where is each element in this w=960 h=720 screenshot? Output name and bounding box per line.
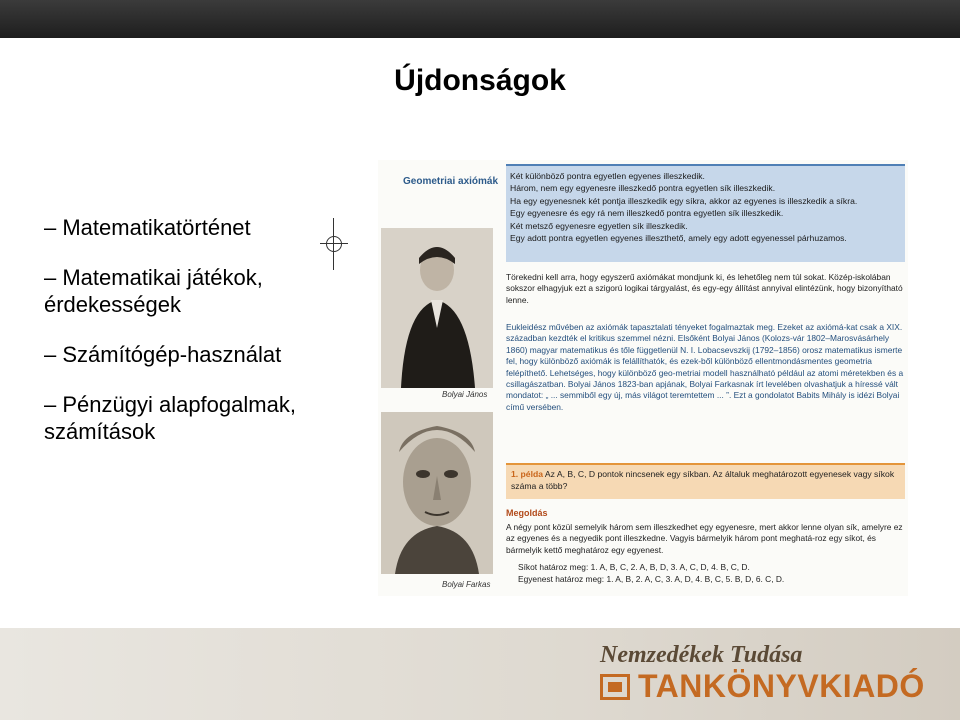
axiom-line: Két metsző egyenesre egyetlen sík illeszkedik. — [510, 220, 688, 231]
example-text: Az A, B, C, D pontok nincsenek egy síkban. Az általuk meghatározott egyenesek vagy síkok száma a több? — [511, 469, 895, 491]
axiom-box — [506, 164, 905, 262]
solution-title: Megoldás — [506, 508, 548, 518]
publisher-slogan: Nemzedékek Tudása — [600, 642, 803, 668]
publisher-logo-icon — [600, 674, 630, 700]
axiom-line: Egy egyenesre és egy rá nem illeszkedő pontra egyetlen sík illeszkedik. — [510, 208, 784, 219]
portrait-image — [381, 228, 493, 388]
solution-text: A négy pont közül semelyik három sem illeszkedhet egy egyenesre, mert akkor lenne olyan sík, amelyre ez az egyenes és a negyedik pont illeszkedne. Vagyis bármelyik három pont meghatá-roz egy síkot, és bármelyik kettő meghatároz egy egyenest. — [506, 522, 903, 555]
bullet-item: – Számítógép-használat — [44, 342, 282, 367]
section-label: Geometriai axiómák — [403, 176, 499, 187]
planes-row: Síkot határoz meg: 1. A, B, C, 2. A, B, D, 3. A, C, D, 4. B, C, D. — [518, 562, 750, 572]
top-band — [0, 0, 960, 38]
axiom-line: Két különböző pontra egyetlen egyenes illeszkedik. — [510, 171, 705, 181]
bullet-item: – Matematikatörténet — [44, 215, 251, 240]
axiom-line: Egy adott pontra egyetlen egyenes illeszthető, amely egy adott egyenessel párhuzamos. — [510, 233, 847, 244]
lines-row: Egyenest határoz meg: 1. A, B, 2. A, C, 3. A, D, 4. B, C, 5. B, D, 6. C, D. — [518, 574, 785, 584]
example-box — [506, 463, 905, 499]
axiom-line: Három, nem egy egyenesre illeszkedő pontra egyetlen sík illeszkedik. — [510, 183, 776, 194]
paragraph-intro: Törekedni kell arra, hogy egyszerű axiómákat mondjunk ki, és lehetőleg nem túl sokat. Közép-iskolában sokszor elhagyjuk ezt a szigorú logikai tárgyalást, és egy-egy állítást annyival elintézünk, hogy bizonyítható lenne. — [506, 272, 903, 305]
textbook-page-image — [378, 160, 908, 596]
example-label: 1. példa — [511, 469, 543, 479]
publisher-name: TANKÖNYVKIADÓ — [638, 668, 925, 704]
portrait-caption: Bolyai Farkas — [442, 580, 491, 589]
paragraph-history: Eukleidész művében az axiómák tapasztalati tényeket fogalmaztak meg. Ezeket az axiómá-kat csak a XIX. században kezdték el kritikus szemmel nézni. Elsőként Bolyai János (Kolozs-vár 1802–Marosvásárhely 1860) magyar matematikus és tőle függetlenül N. I. Lobacsevszkij (1792–1856) orosz matematikus ismerte fel, hogy különböző axiómák is felállíthatók, és ezek-ből különböző ellentmondásmentes geometria felépíthető. Lehetséges, hogy különböző geo-metriai modell használható például az atomi méretekben és a csillagászatban. Bolyai János 1823-ban apjának, Bolyai Farkasnak írt levelében olvashatjuk a híressé vált mondatot: „ ... semmiből egy új, más világot teremtettem ... ”. Ezt a gondolatot Babits Mihály is idézi Bolyai című versében. — [506, 322, 904, 412]
axiom-line: Ha egy egyenesnek két pontja illeszkedik egy síkra, akkor az egyenes is illeszkedik a síkra. — [510, 195, 858, 206]
slide-title: Újdonságok — [394, 64, 566, 97]
bullet-list — [44, 214, 344, 468]
portrait-image — [381, 412, 493, 574]
crosshair-icon — [320, 218, 348, 270]
portrait-caption: Bolyai János — [442, 390, 488, 399]
bullet-item: – Pénzügyi alapfogalmak, számítások — [44, 392, 296, 444]
bullet-item: – Matematikai játékok, érdekességek — [44, 265, 263, 317]
